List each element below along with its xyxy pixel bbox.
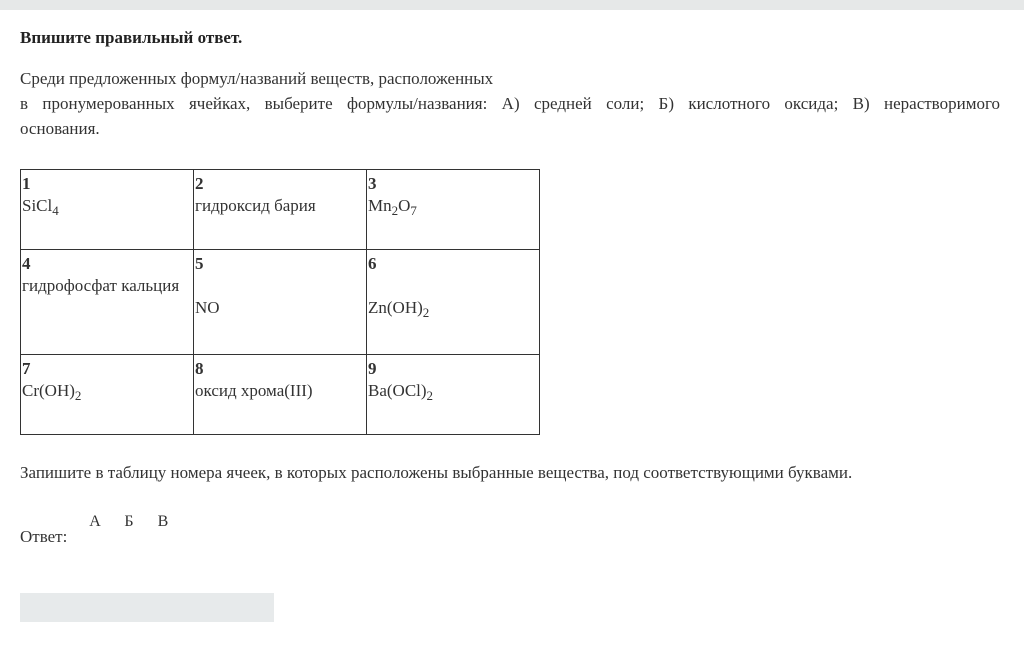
cell-number: 6 xyxy=(368,254,377,273)
instruction-heading: Впишите правильный ответ. xyxy=(20,28,243,47)
task-line-3: основания. xyxy=(20,119,100,138)
answer-row xyxy=(20,513,1000,553)
cell-2 xyxy=(194,170,367,250)
cell-number: 3 xyxy=(368,174,377,193)
task-line-1: Среди предложенных формул/названий веществ, расположенных xyxy=(20,69,494,88)
table-row xyxy=(21,170,540,250)
answer-letters xyxy=(80,513,178,531)
cell-substance: $Ba(OCl)_2$ xyxy=(368,381,434,403)
task-text xyxy=(20,66,1000,141)
cell-1 xyxy=(21,170,194,250)
cell-6 xyxy=(367,250,540,355)
cell-7 xyxy=(21,355,194,435)
cell-number: 2 xyxy=(195,174,204,193)
answer-letter-a: А xyxy=(89,513,101,530)
cell-substance: SiCl$_4$ xyxy=(22,196,59,218)
answer-letter-v: В xyxy=(157,513,169,530)
cell-4 xyxy=(21,250,194,355)
task-line-2: в пронумерованных ячейках, выберите формулы/названия: А) средней соли; Б) кислотного оксида; В) нерастворимого xyxy=(20,94,1000,113)
record-instruction: Запишите в таблицу номера ячеек, в которых расположены выбранные вещества, под соответствующими буквами. xyxy=(20,463,853,482)
table-row xyxy=(21,250,540,355)
cell-5 xyxy=(194,250,367,355)
answer-letter-b: Б xyxy=(124,513,134,530)
cell-substance: $Zn(OH)_2$ xyxy=(368,298,430,320)
cell-substance: $Mn_2O_7$ xyxy=(368,196,417,218)
cell-substance: NO xyxy=(195,298,220,317)
cell-number: 7 xyxy=(22,359,31,378)
cell-number: 1 xyxy=(22,174,31,193)
cell-substance: гидрофосфат кальция xyxy=(22,276,180,295)
cell-number: 5 xyxy=(195,254,204,273)
answer-label: Ответ: xyxy=(20,527,68,546)
cell-8 xyxy=(194,355,367,435)
substances-table xyxy=(20,169,540,435)
cell-substance: оксид хрома(III) xyxy=(195,381,313,400)
table-row xyxy=(21,355,540,435)
cell-9 xyxy=(367,355,540,435)
cell-number: 8 xyxy=(195,359,204,378)
answer-input[interactable] xyxy=(20,593,274,622)
cell-substance: гидроксид бария xyxy=(195,196,316,215)
cell-substance: $Cr(OH)_2$ xyxy=(22,381,82,403)
cell-3 xyxy=(367,170,540,250)
cell-number: 4 xyxy=(22,254,31,273)
question-content xyxy=(20,26,1000,553)
cell-number: 9 xyxy=(368,359,377,378)
top-strip xyxy=(0,0,1024,10)
